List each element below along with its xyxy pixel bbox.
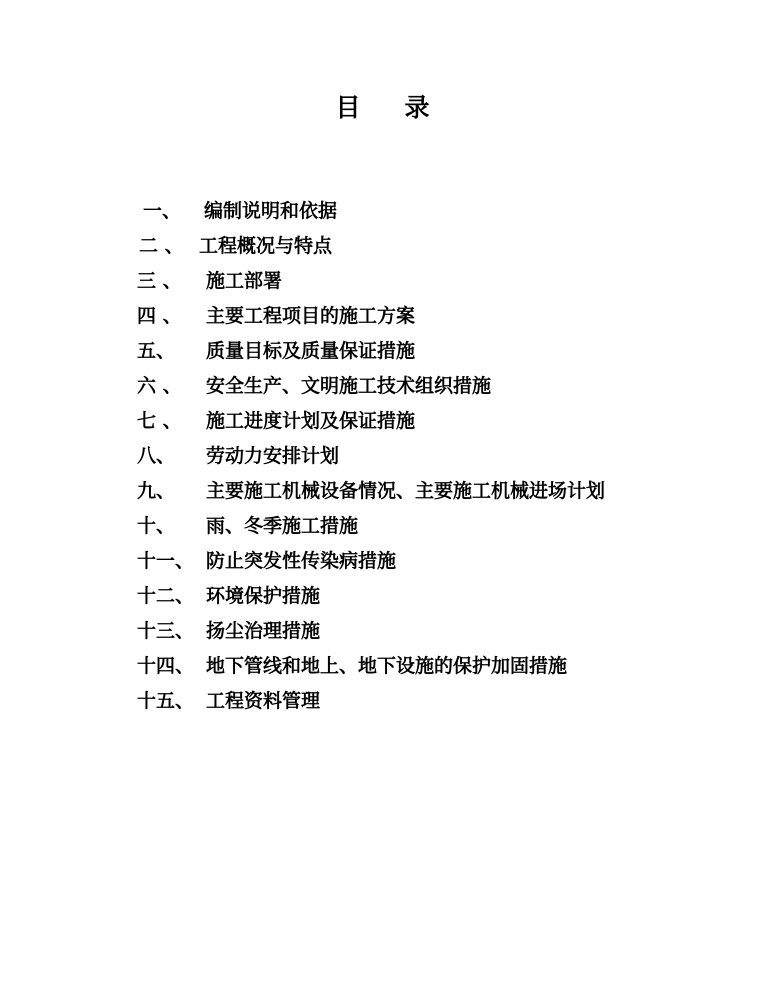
toc-title: 防止突发性传染病措施 — [206, 550, 397, 572]
toc-number: 十、 — [137, 515, 176, 537]
toc-title: 劳动力安排计划 — [206, 445, 340, 467]
toc-title: 安全生产、文明施工技术组织措施 — [206, 375, 492, 397]
toc-number: 八、 — [137, 445, 176, 467]
page-title — [0, 88, 765, 124]
toc-title: 主要施工机械设备情况、主要施工机械进场计划 — [206, 480, 606, 502]
toc-number: 十四、 — [137, 655, 195, 677]
toc-number: 六 、 — [137, 375, 182, 397]
toc-number: 五、 — [137, 340, 176, 362]
toc-number: 十三、 — [137, 620, 195, 642]
toc-title: 质量目标及质量保证措施 — [206, 340, 416, 362]
title-char-1: 目 — [335, 93, 361, 122]
toc-title: 施工进度计划及保证措施 — [206, 410, 416, 432]
toc-title: 施工部署 — [206, 270, 283, 292]
toc-number: 一、 — [143, 200, 182, 222]
toc-title: 编制说明和依据 — [204, 200, 338, 222]
toc-number: 十一、 — [137, 550, 195, 572]
toc-number: 三 、 — [137, 270, 182, 292]
toc-number: 十二、 — [137, 585, 195, 607]
toc-title: 主要工程项目的施工方案 — [206, 305, 416, 327]
title-char-2: 录 — [404, 93, 430, 122]
toc-title: 雨、冬季施工措施 — [206, 515, 359, 537]
toc-number: 二 、 — [139, 235, 184, 257]
toc-number: 七 、 — [137, 410, 182, 432]
toc-number: 四 、 — [137, 305, 182, 327]
toc-title: 扬尘治理措施 — [206, 620, 321, 642]
toc-title: 工程资料管理 — [206, 690, 321, 712]
toc-number: 十五、 — [137, 690, 195, 712]
toc-title: 地下管线和地上、地下设施的保护加固措施 — [206, 655, 568, 677]
toc-title: 环境保护措施 — [206, 585, 321, 607]
toc-number: 九、 — [137, 480, 176, 502]
toc-title: 工程概况与特点 — [199, 235, 333, 257]
